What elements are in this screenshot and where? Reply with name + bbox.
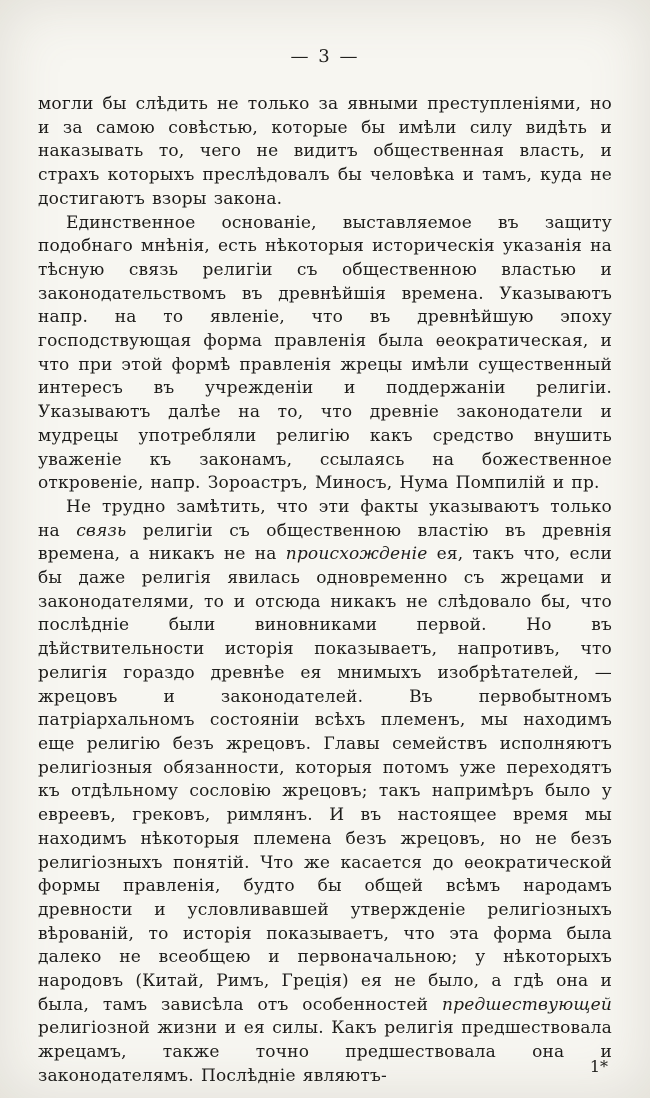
italic-term: происхожденіе xyxy=(285,544,428,565)
text-segment: Единственное основаніе, выставляемое въ защиту подобнаго мнѣнія, есть нѣкоторыя историческія указанія на тѣсную связь религіи съ общественною властью и законодательствомъ въ древнѣйшія времена. Указываютъ напр. на то явленіе, что въ древнѣйшую эпоху господствующая форма правленія была ѳеократическая, и что при этой формѣ правленія жрецы имѣли существенный интересъ въ учрежденіи и поддержаніи религіи. Указываютъ далѣе на то, что древніе законодатели и мудрецы употребляли религію какъ средство внушить уваженіе къ законамъ, ссылаясь на божественное откровеніе, напр. Зороастръ, Миносъ, Нума Помпилій и пр. xyxy=(38,212,612,494)
text-segment: религіи съ общественною властію въ древнія времена, а никакъ не на xyxy=(38,520,612,565)
paragraph xyxy=(38,496,612,1089)
text-segment: религіозной жизни и ея силы. Какъ религія предшествовала жрецамъ, также точно предшествовала она и законодателямъ. Послѣдніе являютъ- xyxy=(38,1018,612,1086)
text-segment: могли бы слѣдить не только за явными преступленіями, но и за самою совѣстью, которые бы имѣли силу видѣть и наказывать то, чего не видитъ общественная власть, и страхъ которыхъ преслѣдовалъ бы человѣка и тамъ, куда не достигаютъ взоры закона. xyxy=(38,94,612,209)
page-text xyxy=(38,93,612,1089)
paragraph xyxy=(38,212,612,496)
page-number: — 3 — xyxy=(290,46,360,67)
text-segment: ея, такъ что, если бы даже религія явилась одновременно съ жрецами и законодателями, то и отсюда никакъ не слѣдовало бы, что послѣдніе были виновниками первой. Но въ дѣйствительности исторія показываетъ, напротивъ, что религія гораздо древнѣе ея мнимыхъ изобрѣтателей, — жрецовъ и законодателей. Въ первобытномъ патріархальномъ состояніи всѣхъ племенъ, мы находимъ еще религію безъ жрецовъ. Главы семействъ исполняютъ религіозныя обязанности, которыя потомъ уже переходятъ къ отдѣльному сословію жрецовъ; такъ напримѣръ было у евреевъ, грековъ, римлянъ. И въ настоящее время мы находимъ нѣкоторыя племена безъ жрецовъ, но не безъ религіозныхъ понятій. Что же касается до ѳеократической формы правленія, будто бы общей всѣмъ народамъ древности и условливавшей утвержденіе религіозныхъ вѣрованій, то исторія показываетъ, что эта форма была далеко не всеобщею и первоначальною; у нѣкоторыхъ народовъ (Китай, Римъ, Греція) ея не было, а гдѣ она и была, тамъ зависѣла отъ особенностей xyxy=(38,544,612,1015)
italic-term: предшествующей xyxy=(441,994,612,1015)
text-segment: Не трудно замѣтить, что эти факты указываютъ только на xyxy=(38,496,612,541)
paragraph xyxy=(38,93,612,212)
italic-term: связь xyxy=(76,520,127,541)
signature-mark: 1* xyxy=(589,1057,608,1076)
